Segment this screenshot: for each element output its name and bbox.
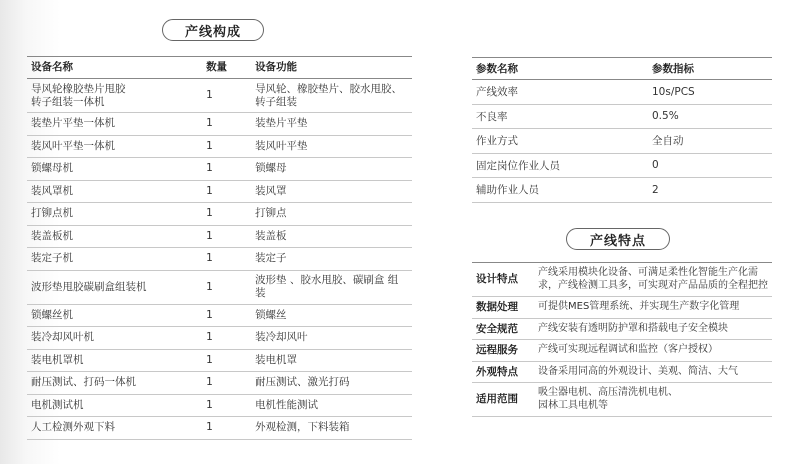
equipment-quantity: 1 bbox=[206, 162, 213, 175]
equipment-header-row bbox=[27, 57, 412, 79]
table-row bbox=[27, 372, 412, 395]
param-name: 辅助作业人员 bbox=[476, 184, 539, 197]
feature-text: 可提供MES管理系统、并实现生产数字化管理 bbox=[538, 301, 740, 312]
equipment-function: 装电机罩 bbox=[255, 353, 298, 366]
equipment-name: 电机测试机 bbox=[31, 398, 84, 411]
equipment-name: 装定子机 bbox=[31, 252, 73, 265]
table-row bbox=[472, 263, 772, 297]
param-name: 不良率 bbox=[476, 110, 508, 123]
equipment-quantity: 1 bbox=[206, 89, 213, 101]
equipment-name: 锁螺母机 bbox=[31, 162, 73, 175]
equipment-function: 装盖板 bbox=[255, 229, 287, 242]
equipment-name: 装盖板机 bbox=[31, 229, 73, 242]
table-row bbox=[472, 129, 772, 154]
parameters-header-row bbox=[472, 58, 772, 80]
table-row bbox=[472, 361, 772, 383]
table-row bbox=[27, 248, 412, 271]
equipment-function: 锁螺丝 bbox=[255, 308, 287, 321]
features-title: 产线特点 bbox=[566, 228, 670, 250]
equipment-quantity: 1 bbox=[206, 207, 213, 220]
param-value: 2 bbox=[652, 183, 659, 196]
header-param-name: 参数名称 bbox=[476, 63, 518, 75]
table-row bbox=[472, 178, 772, 203]
param-value: 0.5% bbox=[652, 110, 679, 123]
equipment-function: 装风罩 bbox=[255, 184, 287, 197]
header-function: 设备功能 bbox=[255, 61, 298, 73]
header-param-value: 参数指标 bbox=[652, 63, 694, 75]
equipment-name: 耐压测试、打码一体机 bbox=[31, 376, 136, 389]
equipment-function: 装垫片平垫 bbox=[255, 117, 308, 130]
equipment-quantity: 1 bbox=[206, 353, 213, 366]
equipment-quantity: 1 bbox=[206, 229, 213, 242]
table-row bbox=[27, 135, 412, 158]
table-row bbox=[27, 158, 412, 181]
param-value: 10s/PCS bbox=[652, 85, 695, 98]
table-row bbox=[27, 327, 412, 350]
equipment-quantity: 1 bbox=[206, 280, 213, 293]
table-row bbox=[27, 349, 412, 372]
equipment-quantity: 1 bbox=[206, 398, 213, 411]
table-row bbox=[27, 304, 412, 327]
param-name: 固定岗位作业人员 bbox=[476, 159, 560, 172]
feature-text: 产线可实现远程调试和监控（客户授权） bbox=[538, 344, 718, 355]
feature-label: 外观特点 bbox=[476, 365, 518, 378]
equipment-function: 波形垫 、胶水甩胶、碳刷盒 组 装 bbox=[255, 274, 399, 299]
equipment-name: 锁螺丝机 bbox=[31, 308, 73, 321]
equipment-name: 打铆点机 bbox=[31, 207, 73, 220]
equipment-name: 装垫片平垫一体机 bbox=[31, 117, 115, 130]
equipment-quantity: 1 bbox=[206, 308, 213, 321]
features-table bbox=[472, 262, 772, 417]
table-row bbox=[472, 340, 772, 362]
table-row bbox=[27, 225, 412, 248]
feature-text: 产线安装有透明防护罩和搭载电子安全模块 bbox=[538, 322, 728, 334]
equipment-quantity: 1 bbox=[206, 139, 213, 152]
header-equipment-name: 设备名称 bbox=[31, 61, 73, 73]
equipment-quantity: 1 bbox=[206, 376, 213, 389]
table-row bbox=[27, 394, 412, 417]
feature-label: 适用范围 bbox=[476, 393, 518, 406]
table-row bbox=[472, 318, 772, 340]
equipment-quantity: 1 bbox=[206, 117, 213, 130]
equipment-quantity: 1 bbox=[206, 184, 213, 197]
equipment-name: 装冷却风叶机 bbox=[31, 331, 94, 344]
feature-label: 远程服务 bbox=[476, 344, 518, 356]
header-quantity: 数量 bbox=[206, 61, 228, 73]
equipment-name: 装风罩机 bbox=[31, 184, 73, 197]
param-name: 产线效率 bbox=[476, 86, 518, 99]
equipment-table bbox=[27, 56, 412, 440]
table-row bbox=[27, 203, 412, 226]
equipment-function: 外观检测，下料装箱 bbox=[255, 421, 350, 434]
production-line-title: 产线构成 bbox=[162, 19, 264, 41]
table-row bbox=[472, 297, 772, 319]
equipment-name: 导风轮橡胶垫片甩胶 转子组装一体机 bbox=[31, 82, 126, 108]
table-row bbox=[27, 79, 412, 113]
table-row bbox=[27, 270, 412, 304]
feature-label: 安全规范 bbox=[476, 322, 518, 335]
equipment-function: 锁螺母 bbox=[255, 162, 287, 175]
feature-label: 数据处理 bbox=[476, 301, 518, 313]
table-row bbox=[27, 113, 412, 136]
feature-text: 设备采用同高的外观设计、美观、简洁、大气 bbox=[538, 365, 738, 377]
table-row bbox=[472, 153, 772, 178]
equipment-name: 装电机罩机 bbox=[31, 353, 84, 366]
equipment-function: 耐压测试、激光打码 bbox=[255, 376, 350, 389]
equipment-name: 装风叶平垫一体机 bbox=[31, 139, 115, 152]
param-value: 全自动 bbox=[652, 135, 684, 148]
equipment-function: 打铆点 bbox=[255, 207, 287, 220]
feature-label: 设计特点 bbox=[476, 273, 518, 286]
table-row bbox=[472, 383, 772, 417]
equipment-name: 波形垫甩胶碳刷盒组装机 bbox=[31, 280, 147, 293]
equipment-function: 电机性能测试 bbox=[255, 398, 319, 411]
table-row bbox=[472, 104, 772, 129]
table-row bbox=[27, 417, 412, 440]
equipment-function: 装风叶平垫 bbox=[255, 139, 308, 152]
equipment-function: 装定子 bbox=[255, 252, 287, 265]
param-value: 0 bbox=[652, 159, 659, 172]
parameters-table bbox=[472, 57, 772, 203]
equipment-name: 人工检测外观下料 bbox=[31, 421, 115, 434]
equipment-function: 导风轮、橡胶垫片、胶水甩胶、 转子组装 bbox=[255, 82, 403, 108]
equipment-quantity: 1 bbox=[206, 421, 213, 434]
equipment-function: 装冷却风叶 bbox=[255, 331, 308, 344]
feature-text: 吸尘器电机、高压清洗机电机、 园林工具电机等 bbox=[538, 387, 678, 411]
param-name: 作业方式 bbox=[476, 135, 518, 148]
equipment-quantity: 1 bbox=[206, 252, 213, 265]
equipment-quantity: 1 bbox=[206, 331, 213, 344]
table-row bbox=[27, 180, 412, 203]
feature-text: 产线采用模块化设备、可满足柔性化智能生产化需求，产线检测工具多，可实现对产品品质的全程把控 bbox=[538, 267, 768, 291]
table-row bbox=[472, 80, 772, 105]
